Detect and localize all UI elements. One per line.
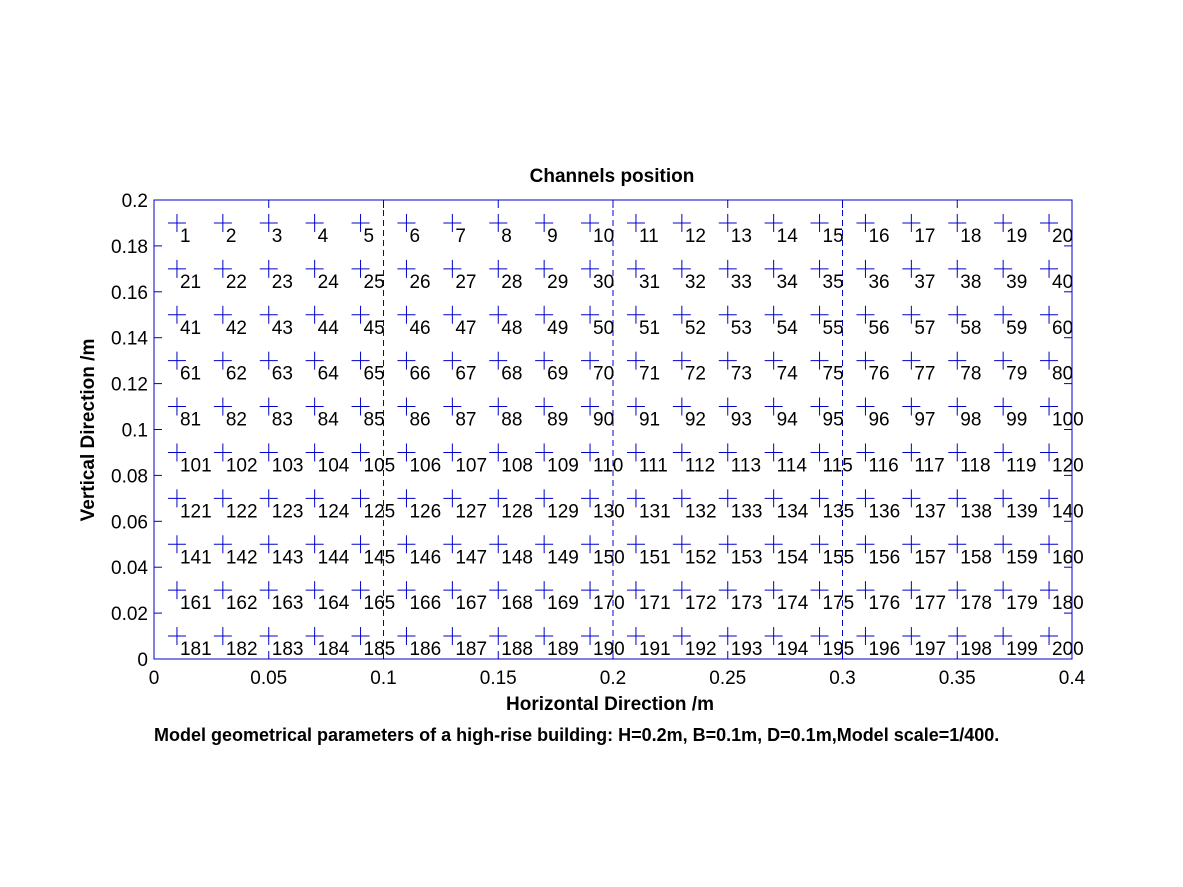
channel-label: 39 [1006, 271, 1028, 293]
channel-label: 43 [271, 317, 293, 339]
y-tick-label: 0.14 [111, 328, 148, 350]
x-axis-title: Horizontal Direction /m [506, 694, 714, 715]
channel-label: 158 [960, 547, 992, 569]
channel-label: 141 [179, 547, 212, 569]
channel-label: 66 [409, 363, 431, 385]
channel-label: 114 [776, 455, 807, 477]
channel-label: 50 [593, 317, 615, 339]
channel-label: 113 [730, 455, 762, 477]
x-tick-label: 0.4 [1058, 668, 1086, 689]
channel-label: 159 [1006, 547, 1038, 569]
channel-label: 93 [730, 409, 752, 431]
channel-label: 188 [501, 639, 533, 661]
channel-label: 78 [960, 363, 982, 385]
channel-label: 57 [914, 317, 936, 339]
channel-label: 21 [179, 271, 202, 293]
y-tick-label: 0.18 [111, 236, 148, 258]
channel-label: 23 [271, 271, 293, 293]
channel-label: 92 [684, 409, 706, 431]
channel-label: 157 [914, 547, 947, 569]
channel-label: 163 [271, 593, 304, 615]
channel-label: 148 [501, 547, 533, 569]
x-tick-label: 0.1 [370, 668, 397, 689]
channel-label: 105 [363, 455, 396, 477]
channel-label: 38 [960, 271, 982, 293]
channel-label: 123 [271, 501, 304, 523]
channel-label: 102 [225, 455, 258, 477]
channel-label: 162 [225, 593, 258, 615]
channel-label: 59 [1006, 317, 1028, 339]
channel-label: 147 [455, 547, 488, 569]
channel-label: 98 [960, 409, 982, 431]
channel-label: 146 [409, 547, 442, 569]
x-tick-label: 0.2 [599, 668, 627, 689]
channel-label: 184 [317, 639, 350, 661]
channel-label: 104 [317, 455, 350, 477]
channel-label: 11 [638, 225, 659, 247]
channel-label: 118 [960, 455, 991, 477]
channel-label: 90 [593, 409, 615, 431]
channel-label: 40 [1052, 271, 1074, 293]
channel-label: 153 [730, 547, 763, 569]
channel-label: 161 [179, 593, 212, 615]
channel-label: 81 [179, 409, 202, 431]
channel-label: 151 [638, 547, 671, 569]
channel-label: 110 [593, 455, 624, 477]
x-tick-label: 0.35 [938, 668, 976, 689]
channel-label: 109 [547, 455, 579, 477]
channel-label: 145 [363, 547, 396, 569]
channel-label: 100 [1052, 409, 1084, 431]
channel-label: 6 [409, 225, 421, 247]
channel-label: 36 [868, 271, 890, 293]
channel-label: 164 [317, 593, 350, 615]
channel-label: 49 [547, 317, 569, 339]
x-tick-label: 0.05 [250, 668, 288, 689]
channel-label: 17 [914, 225, 936, 247]
channel-label: 95 [822, 409, 844, 431]
channel-label: 182 [225, 639, 258, 661]
channel-label: 12 [684, 225, 706, 247]
channel-label: 139 [1006, 501, 1038, 523]
y-tick-label: 0.2 [121, 191, 148, 212]
channel-label: 94 [776, 409, 798, 431]
channel-label: 174 [776, 593, 809, 615]
channel-label: 86 [409, 409, 431, 431]
channel-label: 101 [179, 455, 212, 477]
channel-label: 32 [684, 271, 706, 293]
channel-label: 51 [638, 317, 661, 339]
channel-label: 183 [271, 639, 304, 661]
channel-label: 186 [409, 639, 442, 661]
channel-label: 64 [317, 363, 339, 385]
y-tick-label: 0.1 [121, 420, 148, 442]
channel-label: 44 [317, 317, 339, 339]
channel-label: 4 [317, 225, 329, 247]
channel-label: 176 [868, 593, 901, 615]
channel-label: 193 [730, 639, 763, 661]
channel-label: 97 [914, 409, 936, 431]
channel-label: 144 [317, 547, 350, 569]
channel-label: 88 [501, 409, 523, 431]
channel-label: 52 [684, 317, 706, 339]
channel-label: 68 [501, 363, 523, 385]
channel-label: 168 [501, 593, 533, 615]
channel-label: 192 [684, 639, 717, 661]
channel-label: 26 [409, 271, 431, 293]
channel-label: 172 [684, 593, 717, 615]
channel-label: 56 [868, 317, 890, 339]
channel-label: 200 [1052, 639, 1084, 661]
channel-label: 70 [593, 363, 615, 385]
channel-label: 58 [960, 317, 982, 339]
figure-caption: Model geometrical parameters of a high-rise building: H=0.2m, B=0.1m, D=0.1m,Model scale=1/400. [154, 725, 1000, 745]
channel-label: 3 [271, 225, 283, 247]
channel-label: 53 [730, 317, 752, 339]
channel-label: 197 [914, 639, 947, 661]
channel-label: 69 [547, 363, 569, 385]
y-tick-label: 0.04 [111, 558, 148, 580]
channel-label: 112 [684, 455, 716, 477]
y-axis-title: Vertical Direction /m [78, 338, 99, 522]
channel-label: 195 [822, 639, 855, 661]
channel-label: 31 [638, 271, 661, 293]
channel-label: 196 [868, 639, 901, 661]
y-tick-label: 0.02 [111, 604, 148, 626]
channel-label: 79 [1006, 363, 1028, 385]
y-tick-label: 0 [137, 650, 148, 671]
channel-label: 125 [363, 501, 396, 523]
channel-label: 1 [179, 225, 191, 247]
channel-label: 127 [455, 501, 488, 523]
channel-label: 9 [547, 225, 558, 247]
channel-label: 60 [1052, 317, 1074, 339]
channel-label: 42 [225, 317, 247, 339]
channel-label: 35 [822, 271, 844, 293]
channel-label: 19 [1006, 225, 1028, 247]
channel-label: 187 [455, 639, 488, 661]
channel-label: 37 [914, 271, 936, 293]
channel-label: 122 [225, 501, 258, 523]
channel-label: 47 [455, 317, 477, 339]
channel-label: 143 [271, 547, 304, 569]
channel-label: 150 [593, 547, 625, 569]
channel-label: 67 [455, 363, 477, 385]
channel-label: 54 [776, 317, 798, 339]
channel-label: 198 [960, 639, 992, 661]
channel-label: 83 [271, 409, 293, 431]
y-tick-label: 0.08 [111, 466, 148, 488]
channel-label: 27 [455, 271, 477, 293]
channel-label: 13 [730, 225, 752, 247]
channel-label: 96 [868, 409, 890, 431]
channel-label: 111 [638, 455, 668, 477]
y-tick-label: 0.16 [111, 282, 148, 304]
x-tick-label: 0.15 [479, 668, 517, 689]
channel-label: 73 [730, 363, 752, 385]
channel-label: 155 [822, 547, 855, 569]
channel-label: 178 [960, 593, 992, 615]
channel-label: 74 [776, 363, 798, 385]
channel-label: 129 [547, 501, 579, 523]
channel-label: 82 [225, 409, 247, 431]
channel-label: 106 [409, 455, 442, 477]
channel-label: 91 [638, 409, 661, 431]
channel-label: 116 [868, 455, 899, 477]
channel-label: 142 [225, 547, 258, 569]
channel-label: 185 [363, 639, 396, 661]
channel-label: 7 [455, 225, 466, 247]
channel-label: 154 [776, 547, 809, 569]
channel-label: 167 [455, 593, 488, 615]
channel-label: 180 [1052, 593, 1084, 615]
y-tick-label: 0.12 [111, 374, 148, 396]
channel-label: 152 [684, 547, 717, 569]
channel-label: 137 [914, 501, 947, 523]
channel-label: 131 [638, 501, 671, 523]
channel-label: 136 [868, 501, 901, 523]
channel-label: 46 [409, 317, 431, 339]
channel-label: 2 [225, 225, 237, 247]
channel-label: 71 [638, 363, 661, 385]
channel-label: 84 [317, 409, 339, 431]
channel-label: 30 [593, 271, 615, 293]
channel-label: 166 [409, 593, 442, 615]
channel-label: 126 [409, 501, 442, 523]
channel-label: 160 [1052, 547, 1084, 569]
channel-label: 171 [638, 593, 671, 615]
channel-label: 8 [501, 225, 512, 247]
channel-label: 87 [455, 409, 477, 431]
channel-label: 65 [363, 363, 385, 385]
channel-label: 132 [684, 501, 717, 523]
channel-label: 77 [914, 363, 936, 385]
channel-label: 181 [179, 639, 212, 661]
channel-label: 173 [730, 593, 763, 615]
y-tick-label: 0.06 [111, 512, 148, 534]
channel-label: 170 [593, 593, 625, 615]
channel-label: 34 [776, 271, 798, 293]
channel-label: 115 [822, 455, 853, 477]
channel-label: 80 [1052, 363, 1074, 385]
channel-label: 45 [363, 317, 385, 339]
channel-label: 61 [179, 363, 202, 385]
channel-label: 124 [317, 501, 350, 523]
channel-label: 165 [363, 593, 396, 615]
channel-label: 18 [960, 225, 982, 247]
channel-label: 99 [1006, 409, 1028, 431]
channel-label: 190 [593, 639, 625, 661]
channel-label: 22 [225, 271, 247, 293]
x-tick-label: 0 [148, 668, 160, 689]
channel-label: 89 [547, 409, 569, 431]
x-tick-label: 0.3 [829, 668, 856, 689]
channel-label: 55 [822, 317, 844, 339]
channel-label: 189 [547, 639, 579, 661]
channel-label: 76 [868, 363, 890, 385]
channel-label: 140 [1052, 501, 1084, 523]
channel-label: 10 [593, 225, 615, 247]
channel-label: 199 [1006, 639, 1038, 661]
channel-label: 191 [638, 639, 671, 661]
channel-label: 29 [547, 271, 569, 293]
channel-label: 149 [547, 547, 579, 569]
channel-label: 16 [868, 225, 890, 247]
channel-label: 175 [822, 593, 855, 615]
channel-label: 117 [914, 455, 945, 477]
channel-label: 108 [501, 455, 533, 477]
channel-label: 177 [914, 593, 947, 615]
channel-label: 85 [363, 409, 385, 431]
channel-label: 62 [225, 363, 247, 385]
channel-label: 119 [1006, 455, 1037, 477]
channel-label: 72 [684, 363, 706, 385]
channel-label: 128 [501, 501, 533, 523]
channel-label: 135 [822, 501, 855, 523]
channel-label: 133 [730, 501, 763, 523]
channel-label: 75 [822, 363, 844, 385]
channel-label: 121 [179, 501, 212, 523]
channel-label: 28 [501, 271, 523, 293]
channel-label: 25 [363, 271, 385, 293]
x-tick-label: 0.25 [709, 668, 747, 689]
channel-label: 107 [455, 455, 488, 477]
channel-label: 33 [730, 271, 752, 293]
channel-label: 120 [1052, 455, 1084, 477]
channel-label: 179 [1006, 593, 1038, 615]
channel-label: 48 [501, 317, 523, 339]
channel-label: 156 [868, 547, 901, 569]
channel-label: 14 [776, 225, 798, 247]
channel-label: 130 [593, 501, 625, 523]
channel-label: 169 [547, 593, 579, 615]
channel-label: 24 [317, 271, 339, 293]
channel-label: 134 [776, 501, 809, 523]
channel-label: 63 [271, 363, 293, 385]
chart-title: Channels position [529, 166, 695, 187]
channel-label: 5 [363, 225, 375, 247]
channel-label: 41 [179, 317, 202, 339]
channel-label: 194 [776, 639, 809, 661]
channel-label: 20 [1052, 225, 1074, 247]
channel-label: 138 [960, 501, 992, 523]
channel-label: 103 [271, 455, 304, 477]
channel-label: 15 [822, 225, 844, 247]
